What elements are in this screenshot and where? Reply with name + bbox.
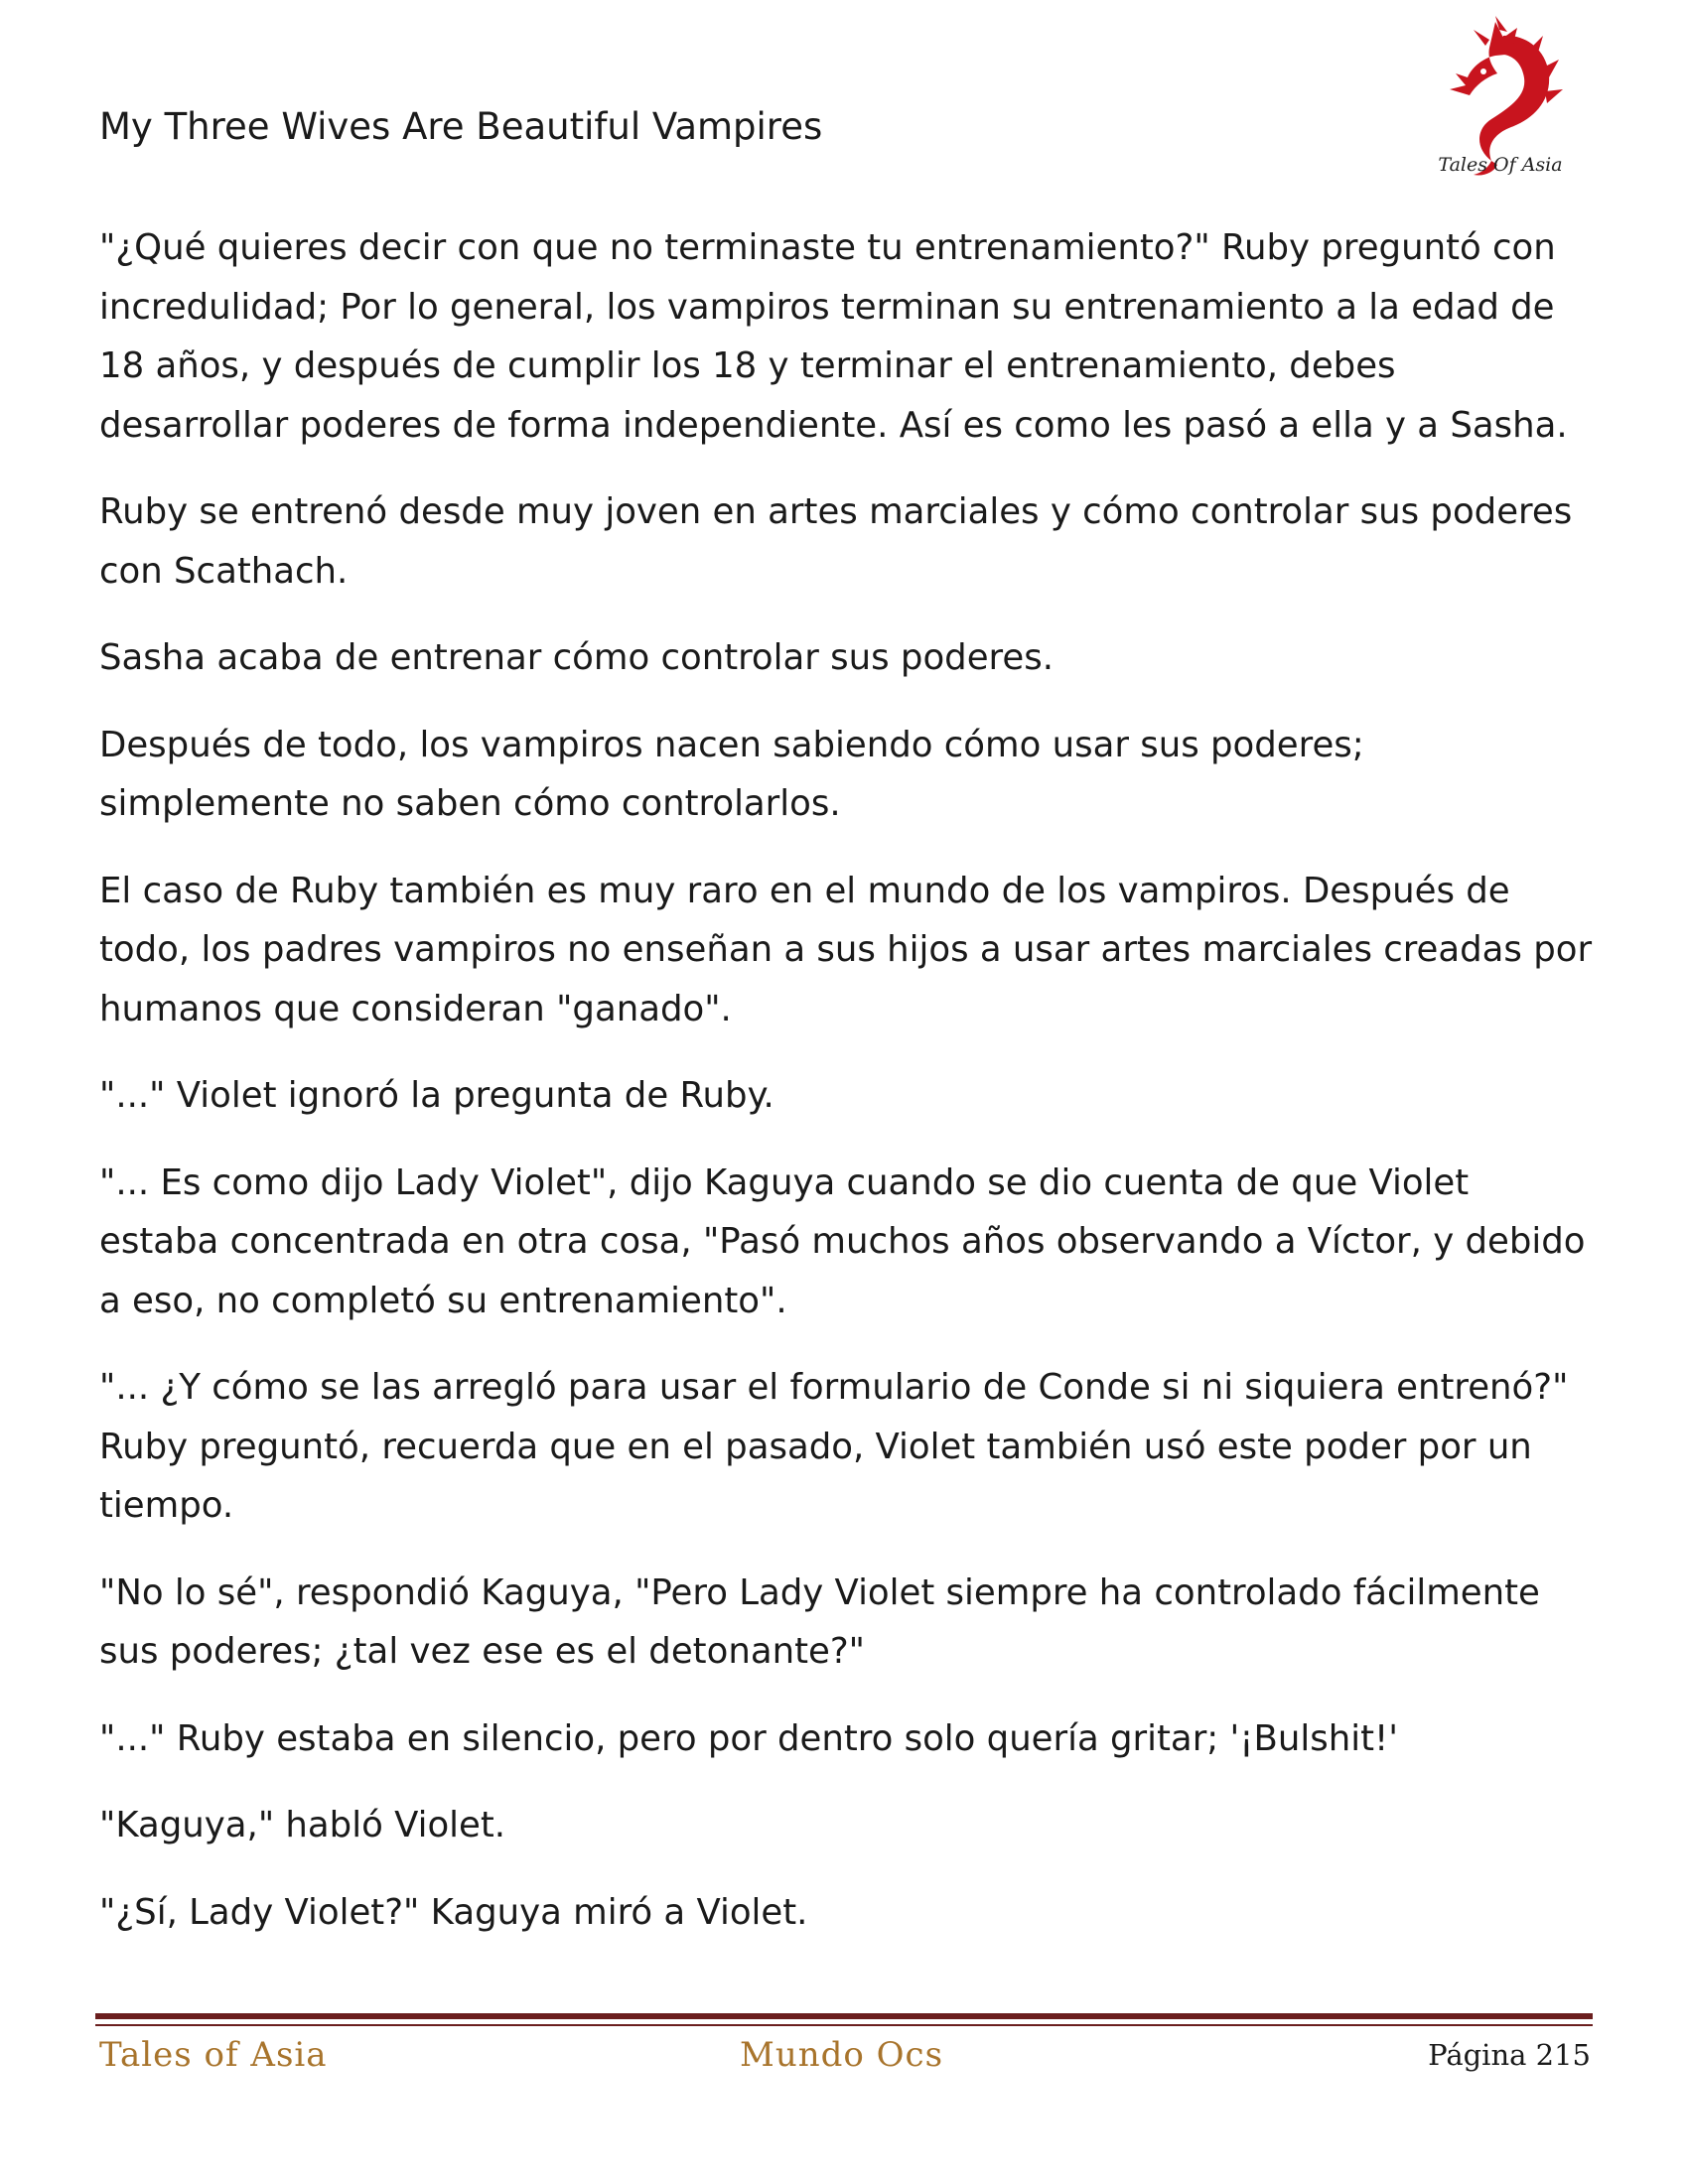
paragraph: "¿Qué quieres decir con que no terminaste tu entrenamiento?" Ruby preguntó con incredulidad; Por lo general, los vampiros terminan su entrenamiento a la edad de 18 años, y después de cumplir los 18 y terminar el entrenamiento, debes desarrollar poderes de forma independiente. Así es como les pasó a ella y a Sasha. [99,227,1568,446]
logo-text: Tales Of Asia [1438,154,1563,176]
paragraph: "... Es como dijo Lady Violet", dijo Kaguya cuando se dio cuenta de que Violet estaba concentrada en otra cosa, "Pasó muchos años observando a Víctor, y debido a eso, no completó su entrenamiento". [99,1161,1586,1321]
paragraph: "..." Ruby estaba en silencio, pero por dentro solo quería gritar; '¡Bulshit!' [99,1717,1399,1759]
document-title: My Three Wives Are Beautiful Vampires [99,105,823,148]
tales-of-asia-logo [1426,16,1575,183]
paragraph: "..." Violet ignoró la pregunta de Ruby. [99,1075,774,1116]
paragraph: El caso de Ruby también es muy raro en el mundo de los vampiros. Después de todo, los padres vampiros no enseñan a sus hijos a usar artes marciales creadas por humanos que consideran "ganado". [99,870,1593,1029]
footer-site-name: Tales of Asia [99,2035,328,2075]
footer-section-name: Mundo Ocs [740,2035,944,2075]
footer-divider-thin [95,2024,1593,2026]
page-number: Página 215 [1428,2038,1591,2072]
paragraph: "... ¿Y cómo se las arregló para usar el formulario de Conde si ni siquiera entrenó?" Ruby preguntó, recuerda que en el pasado, Violet también usó este poder por un tiempo. [99,1367,1569,1526]
paragraph: "Kaguya," habló Violet. [99,1805,506,1845]
paragraph: Después de todo, los vampiros nacen sabiendo cómo usar sus poderes; simplemente no saben cómo controlarlos. [99,724,1364,824]
paragraph: Sasha acaba de entrenar cómo controlar sus poderes. [99,637,1054,678]
paragraph: "¿Sí, Lady Violet?" Kaguya miró a Violet. [99,1891,808,1933]
paragraph: "No lo sé", respondió Kaguya, "Pero Lady Violet siempre ha controlado fácilmente sus poderes; ¿tal vez ese es el detonante?" [99,1571,1540,1672]
chapter-body [99,218,1594,1970]
footer-divider-thick [95,2013,1593,2019]
dragon-icon [1426,16,1575,183]
paragraph: Ruby se entrenó desde muy joven en artes marciales y cómo controlar sus poderes con Scathach. [99,491,1573,592]
